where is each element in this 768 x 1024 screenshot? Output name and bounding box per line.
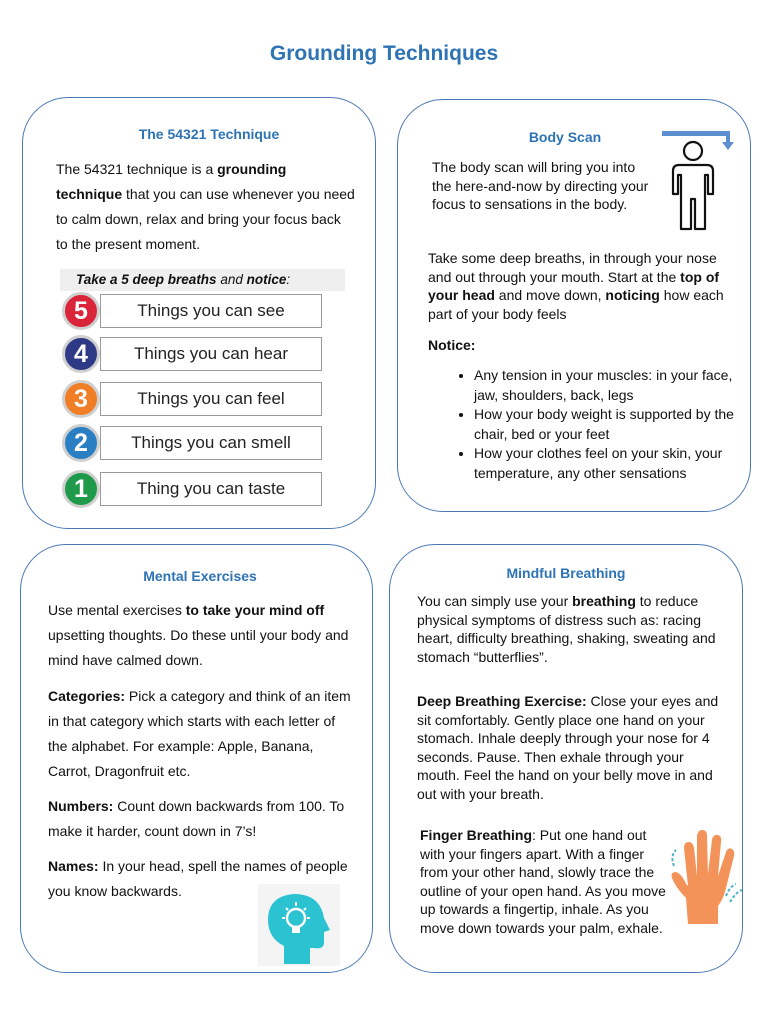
card-54321-title: The 54321 Technique: [138, 126, 280, 142]
notice-list: [454, 366, 752, 483]
mental-intro: Use mental exercises to take your mind off upsetting thoughts. Do these until your body and mind have calmed down.: [48, 602, 349, 668]
sense-label: Things you can hear: [100, 337, 322, 371]
number-badge: 1: [62, 470, 100, 508]
person-outline-icon: [664, 139, 722, 238]
take-breaths-banner: Take a 5 deep breaths and notice:: [60, 269, 345, 291]
card-54321-intro: The 54321 technique is a grounding technique that you can use whenever you need to calm down, relax and bring your focus back to the present moment.: [56, 161, 355, 252]
breathing-intro: You can simply use your breathing to reduce physical symptoms of distress such as: racing heart, difficulty breathing, shaking, sweating and stomach “butterflies”.: [417, 593, 716, 665]
deep-breathing: Deep Breathing Exercise: Close your eyes and sit comfortably. Gently place one hand on your stomach. Inhale deeply through your nose for 4 seconds. Pause. Then exhale through your mouth. Feel the hand on your belly move in and out with your breath.: [417, 693, 719, 802]
mental-names: Names: In your head, spell the names of people you know backwards.: [48, 858, 348, 899]
page-title: Grounding Techniques: [269, 42, 499, 65]
list-item: • Any tension in your muscles: in your face, jaw, shoulders, back, legs: [474, 366, 752, 405]
sense-label: Things you can feel: [100, 382, 322, 416]
mental-categories: Categories: Pick a category and think of an item in that category which starts with each letter of the alphabet. For example: Apple, Banana, Carrot, Dragonfruit etc.: [48, 688, 351, 779]
sense-label: Things you can smell: [100, 426, 322, 460]
number-badge: 2: [62, 424, 100, 462]
card-body-scan-title: Body Scan: [528, 129, 602, 145]
list-item: • How your clothes feel on your skin, your temperature, any other sensations: [474, 444, 752, 483]
hand-icon: [666, 826, 746, 933]
finger-breathing: Finger Breathing: Put one hand out with your fingers apart. With a finger from your other hand, slowly trace the outline of your open hand. As you move up towards a fingertip, inhale. As you move down towards your palm, exhale.: [420, 827, 666, 936]
sense-label: Thing you can taste: [100, 472, 322, 506]
lightbulb-head-icon: [258, 884, 340, 971]
body-scan-intro: The body scan will bring you into the here-and-now by directing your focus to sensations in the body.: [432, 159, 649, 212]
card-mental-title: Mental Exercises: [143, 568, 257, 584]
list-item: • How your body weight is supported by the chair, bed or your feet: [474, 405, 752, 444]
number-badge: 3: [62, 380, 100, 418]
notice-label: Notice:: [428, 337, 476, 353]
card-breathing-title: Mindful Breathing: [506, 565, 626, 581]
number-badge: 5: [62, 292, 100, 330]
sense-label: Things you can see: [100, 294, 322, 328]
mental-numbers: Numbers: Count down backwards from 100. To make it harder, count down in 7’s!: [48, 798, 345, 839]
body-scan-instructions: Take some deep breaths, in through your nose and out through your mouth. Start at the top of your head and move down, noticing how each part of your body feels: [428, 250, 724, 322]
number-badge: 4: [62, 335, 100, 373]
